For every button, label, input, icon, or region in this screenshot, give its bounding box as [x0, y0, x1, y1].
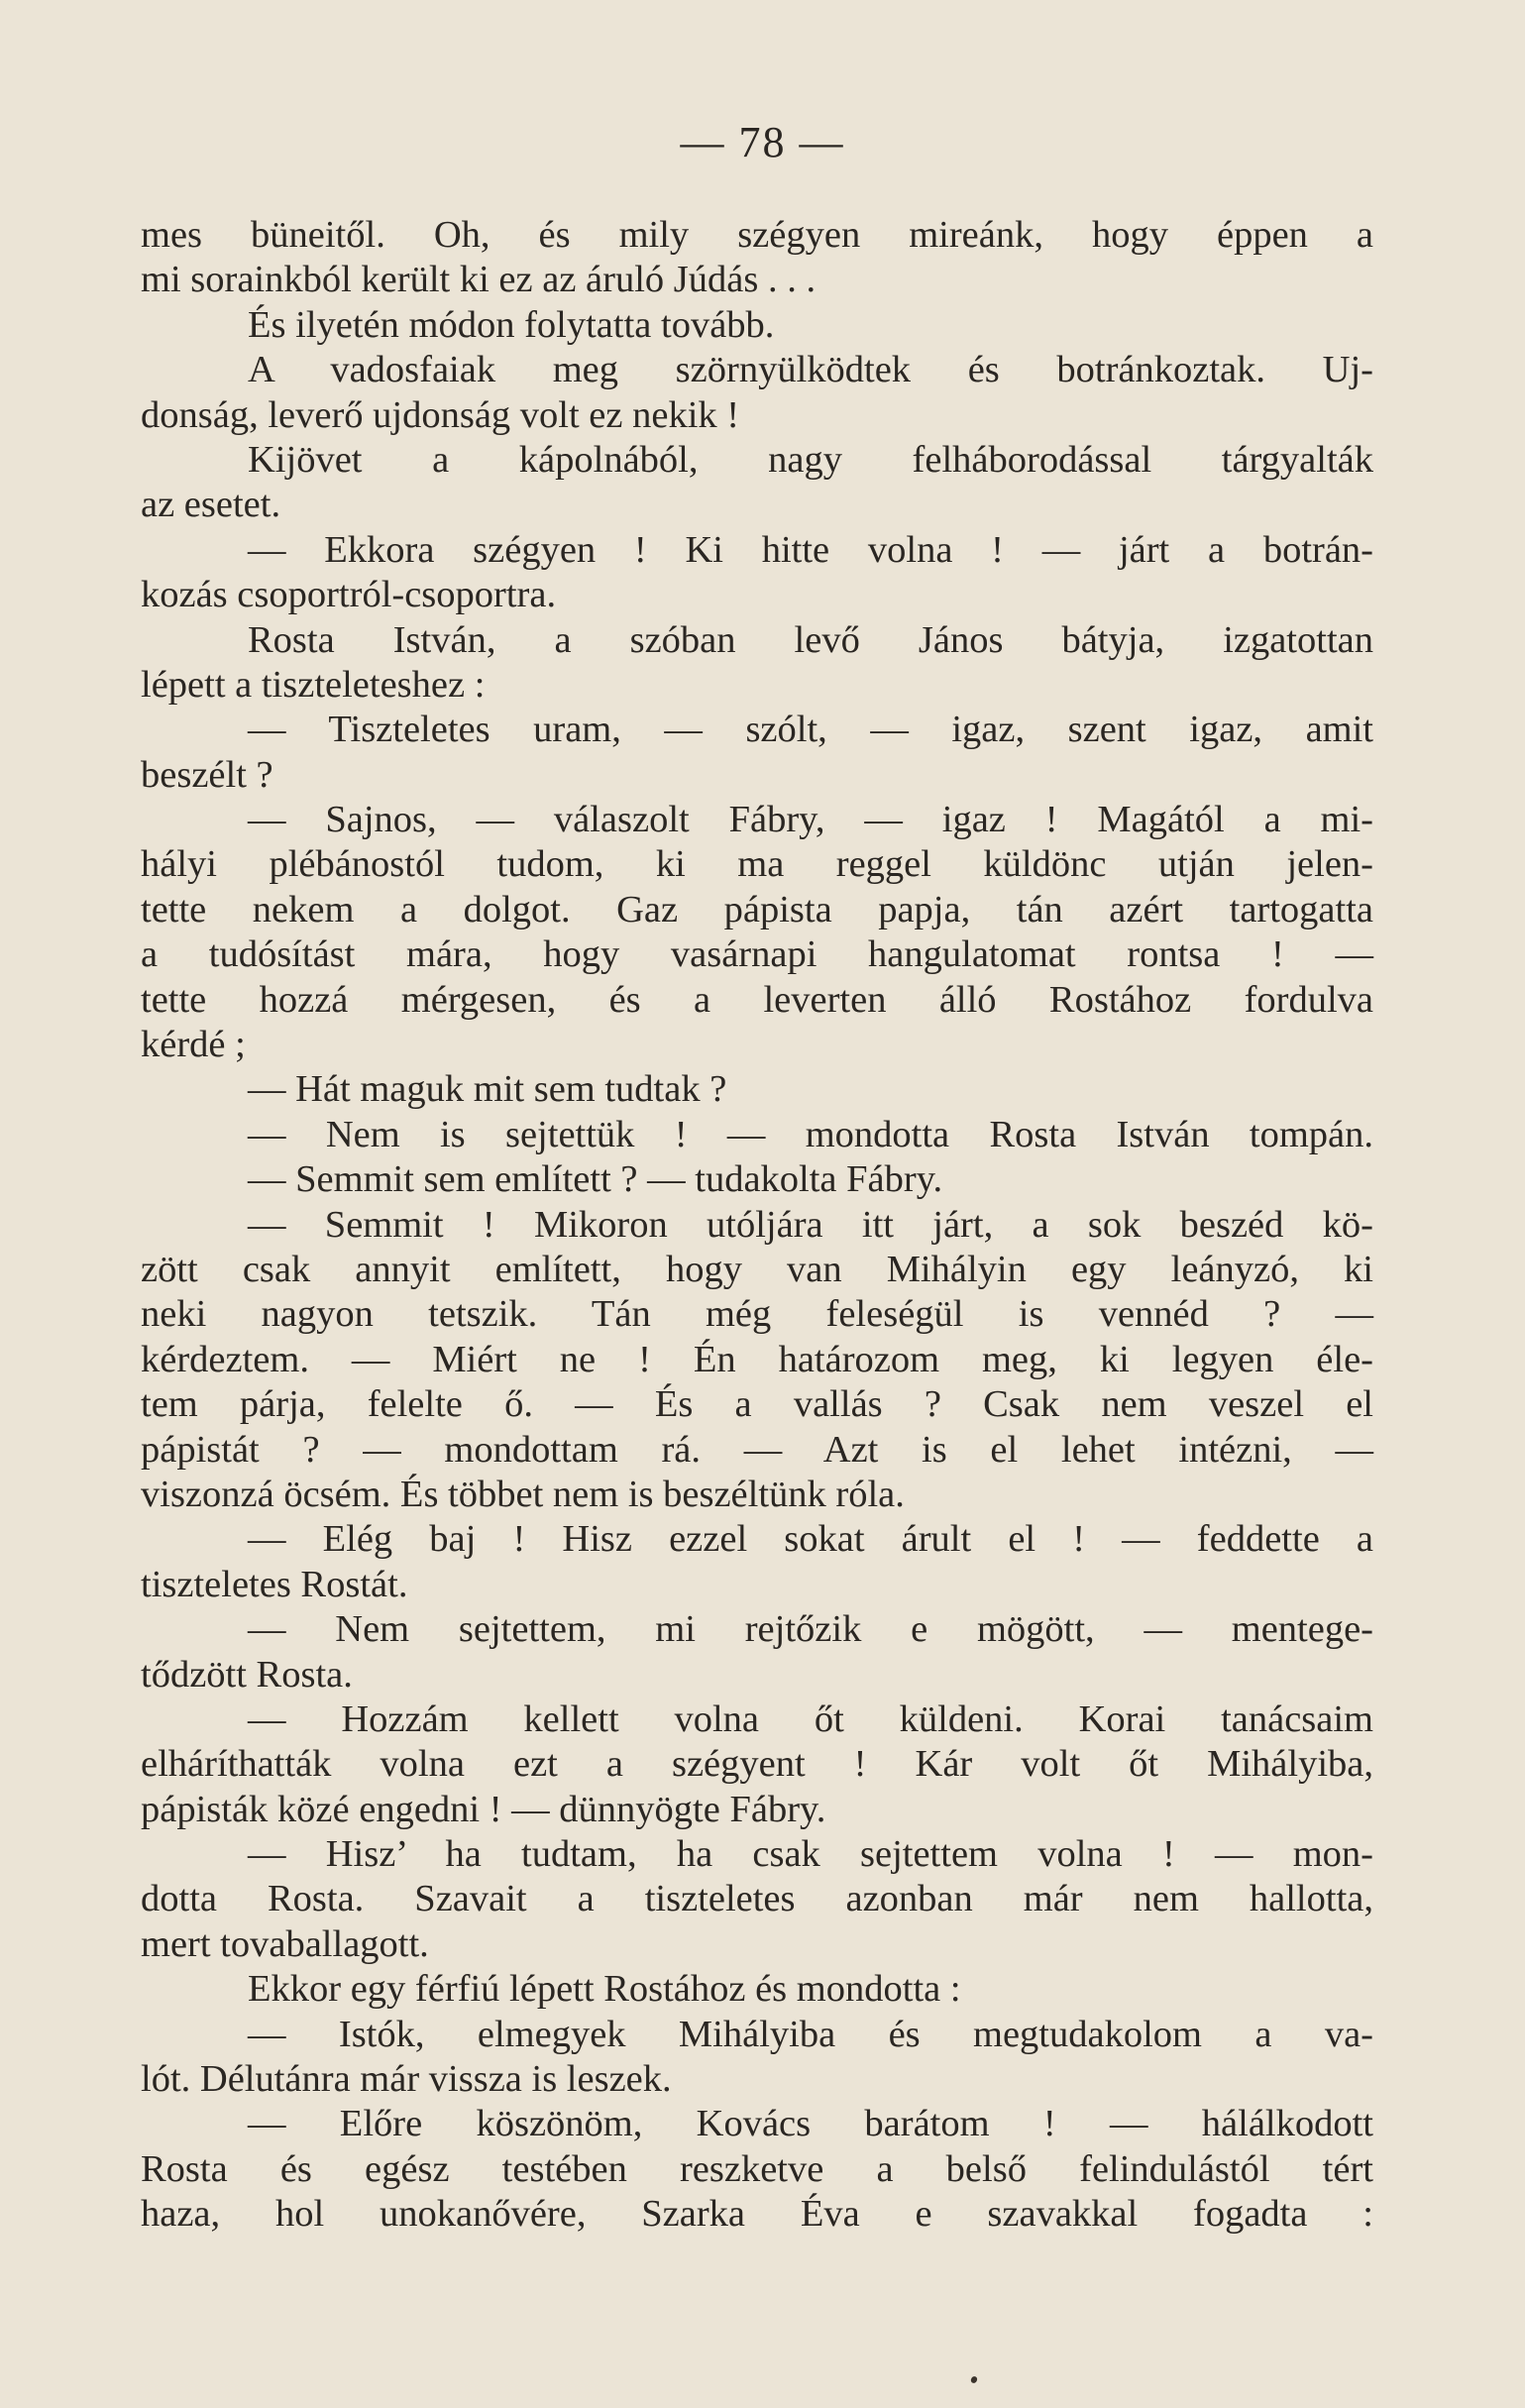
text-line: — Semmit ! Mikoron utóljára itt járt, a sok beszéd kö-	[248, 1203, 1373, 1246]
text-line: a tudósítást mára, hogy vasárnapi hangulatomat rontsa ! —	[141, 933, 1373, 976]
text-line: haza, hol unokanővére, Szarka Éva e szavakkal fogadta :	[141, 2193, 1373, 2236]
text-line: hályi plébánostól tudom, ki ma reggel küldönc utján jelen-	[141, 843, 1373, 886]
text-line: viszonzá öcsém. És többet nem is beszéltünk róla.	[141, 1473, 905, 1515]
text-line: tette nekem a dolgot. Gaz pápista papja, tán azért tartogatta	[141, 888, 1373, 930]
text-line: lót. Délutánra már vissza is leszek.	[141, 2058, 672, 2101]
text-line: — Nem is sejtettük ! — mondotta Rosta István tompán.	[248, 1113, 1373, 1155]
text-line: pápistát ? — mondottam rá. — Azt is el lehet intézni, —	[141, 1428, 1373, 1471]
text-line: tette hozzá mérgesen, és a leverten álló Rostához fordulva	[141, 978, 1373, 1021]
page-number: — 78 —	[680, 118, 845, 166]
text-line: — Tiszteletes uram, — szólt, — igaz, szent igaz, amit	[248, 709, 1373, 751]
text-line: — Ekkora szégyen ! Ki hitte volna ! — járt a botrán-	[248, 528, 1373, 571]
ink-speck	[970, 2375, 979, 2384]
text-line: pápisták közé engedni ! — dünnyögte Fábry.	[141, 1788, 826, 1830]
text-line: — Sajnos, — válaszolt Fábry, — igaz ! Magától a mi-	[248, 799, 1373, 841]
text-line: — Semmit sem említett ? — tudakolta Fábry.	[248, 1158, 943, 1201]
text-line: — Nem sejtettem, mi rejtőzik e mögött, — mentege-	[248, 1608, 1373, 1651]
text-line: lépett a tiszteleteshez :	[141, 663, 486, 706]
text-line: zött csak annyit említett, hogy van Mihályin egy leányzó, ki	[141, 1248, 1373, 1290]
text-line: Rosta és egész testében reszketve a belső felindulástól tért	[141, 2147, 1373, 2190]
text-line: kérdé ;	[141, 1024, 246, 1066]
text-line: Ekkor egy férfiú lépett Rostához és mondotta :	[248, 1968, 961, 2011]
text-line: tődzött Rosta.	[141, 1653, 353, 1696]
text-line: — Istók, elmegyek Mihályiba és megtudakolom a va-	[248, 2013, 1373, 2055]
text-line: beszélt ?	[141, 753, 273, 796]
text-line: — Előre köszönöm, Kovács barátom ! — hálálkodott	[248, 2103, 1373, 2145]
text-line: — Hát maguk mit sem tudtak ?	[248, 1068, 727, 1111]
text-line: dotta Rosta. Szavait a tiszteletes azonban már nem hallotta,	[141, 1878, 1373, 1920]
text-line: elháríthatták volna ezt a szégyent ! Kár volt őt Mihályiba,	[141, 1743, 1373, 1786]
text-line: tiszteletes Rostát.	[141, 1563, 408, 1605]
body-text	[141, 213, 1373, 2238]
text-line: kérdeztem. — Miért ne ! Én határozom meg, ki legyen éle-	[141, 1338, 1373, 1380]
text-line: — Hisz’ ha tudtam, ha csak sejtettem volna ! — mon-	[248, 1833, 1373, 1876]
text-line: az esetet.	[141, 484, 281, 526]
text-line: kozás csoportról-csoportra.	[141, 574, 557, 616]
text-line: A vadosfaiak meg szörnyülködtek és botránkoztak. Uj-	[248, 349, 1373, 391]
text-line: donság, leverő ujdonság volt ez nekik !	[141, 393, 740, 436]
text-line: tem párja, felelte ő. — És a vallás ? Csak nem veszel el	[141, 1383, 1373, 1426]
text-line: neki nagyon tetszik. Tán még feleségül is vennéd ? —	[141, 1293, 1373, 1336]
text-line: Kijövet a kápolnából, nagy felháborodással tárgyalták	[248, 438, 1373, 481]
text-line: — Elég baj ! Hisz ezzel sokat árult el ! — feddette a	[248, 1518, 1373, 1561]
text-line: mes büneitől. Oh, és mily szégyen mireánk, hogy éppen a	[141, 214, 1373, 256]
text-line: És ilyetén módon folytatta tovább.	[248, 303, 775, 346]
text-line: — Hozzám kellett volna őt küldeni. Korai tanácsaim	[248, 1697, 1373, 1740]
text-line: Rosta István, a szóban levő János bátyja, izgatottan	[248, 618, 1373, 661]
text-line: mert tovaballagott.	[141, 1922, 429, 1965]
text-line: mi sorainkból került ki ez az áruló Júdás . . .	[141, 259, 817, 301]
